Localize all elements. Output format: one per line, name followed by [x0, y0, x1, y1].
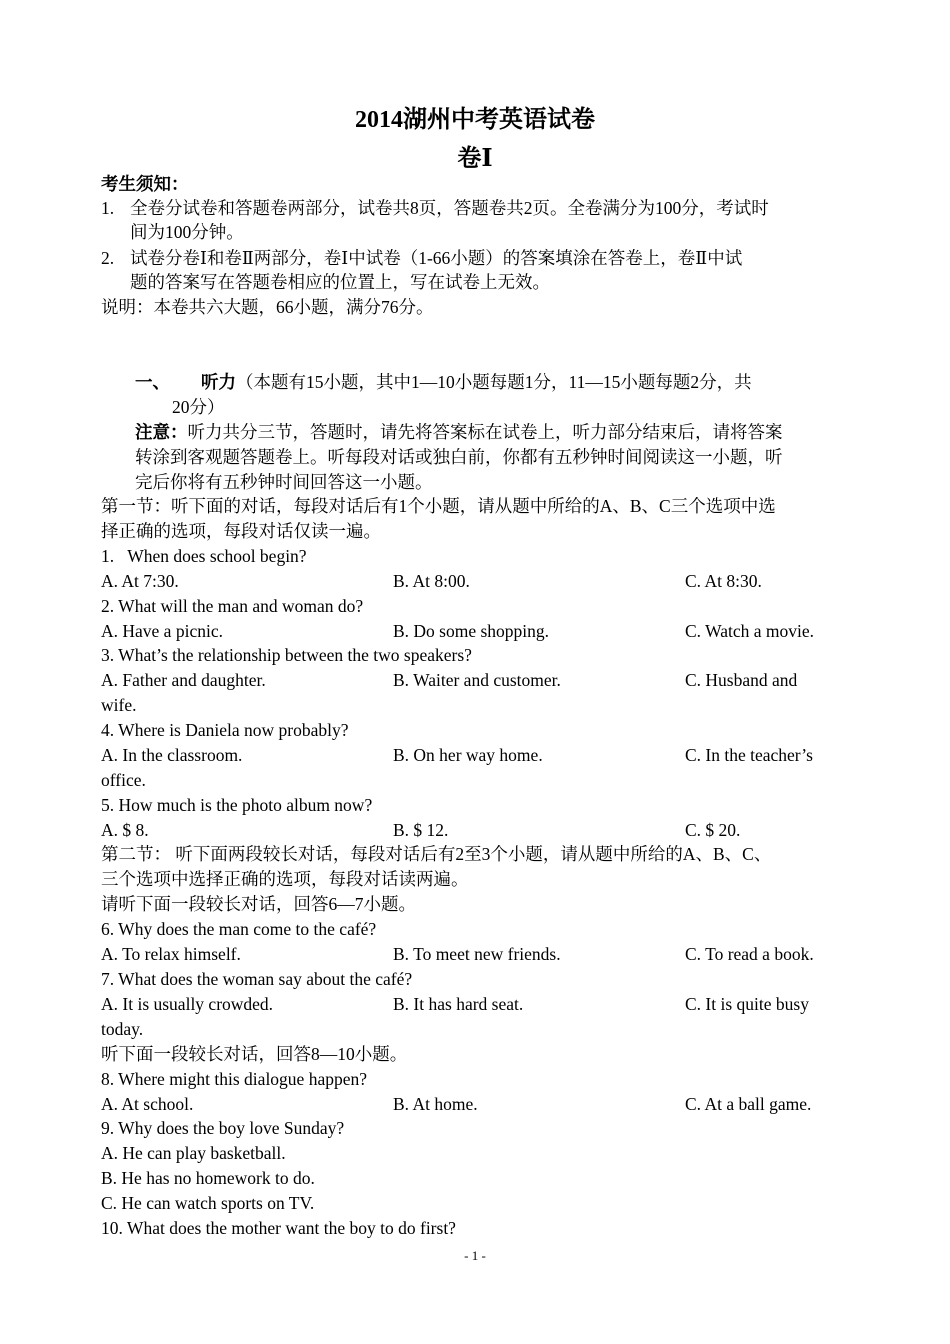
- notice-item-text: 试卷分卷Ⅰ和卷Ⅱ两部分，卷Ⅰ中试卷（1-66小题）的答案填涂在答卷上，卷Ⅱ中试: [130, 248, 743, 268]
- option-b: B. Do some shopping.: [393, 621, 550, 641]
- question-stem: 4. Where is Daniela now probably?: [101, 720, 349, 740]
- page-subtitle: 卷Ⅰ: [457, 146, 493, 172]
- notice-item-text: 题的答案写在答题卷相应的位置上，写在试卷上无效。: [130, 272, 550, 292]
- option-a: A. In the classroom.: [101, 745, 243, 765]
- note-text: 听力共分三节，答题时，请先将答案标在试卷上，听力部分结束后，请将答案: [187, 422, 783, 442]
- part-instruction: 三个选项中选择正确的选项，每段对话读两遍。: [101, 869, 469, 889]
- option-c-wrap: today.: [101, 1019, 144, 1039]
- option-c-wrap: office.: [101, 770, 146, 790]
- dialogue-intro: 请听下面一段较长对话，回答6—7小题。: [101, 894, 416, 914]
- option-b: B. To meet new friends.: [393, 944, 561, 964]
- section-desc: （本题有15小题，其中1—10小题每题1分，11—15小题每题2分，共: [236, 372, 752, 392]
- notice-item-text: 全卷分试卷和答题卷两部分，试卷共8页，答题卷共2页。全卷满分为100分，考试时: [130, 198, 769, 218]
- option-a: A. At 7:30.: [101, 571, 179, 591]
- question-number: 1.: [101, 546, 115, 566]
- option-c: C. At a ball game.: [685, 1094, 812, 1114]
- page-number: - 1 -: [464, 1248, 486, 1263]
- option-c: C. To read a book.: [685, 944, 814, 964]
- option-a: A. At school.: [101, 1094, 194, 1114]
- notice-item-number: 1.: [101, 198, 115, 218]
- option-c: C. He can watch sports on TV.: [101, 1193, 315, 1213]
- section-desc-cont: 20分）: [172, 397, 225, 417]
- dialogue-intro: 听下面一段较长对话，回答8—10小题。: [101, 1044, 408, 1064]
- option-c-wrap: wife.: [101, 695, 137, 715]
- option-b: B. He has no homework to do.: [101, 1168, 315, 1188]
- page-title: 2014湖州中考英语试卷: [355, 107, 595, 133]
- question-stem: 7. What does the woman say about the café?: [101, 969, 413, 989]
- option-c: C. $ 20.: [685, 820, 741, 840]
- option-b: B. At 8:00.: [393, 571, 470, 591]
- notice-item-number: 2.: [101, 248, 115, 268]
- option-a: A. Have a picnic.: [101, 621, 223, 641]
- option-a: A. To relax himself.: [101, 944, 241, 964]
- note-line: 完后你将有五秒钟时间回答这一小题。: [135, 472, 433, 492]
- option-b: B. It has hard seat.: [393, 994, 524, 1014]
- option-b: B. On her way home.: [393, 745, 543, 765]
- question-stem: 6. Why does the man come to the café?: [101, 919, 377, 939]
- option-c: C. Husband and: [685, 670, 798, 690]
- question-stem: 10. What does the mother want the boy to do first?: [101, 1218, 456, 1238]
- section-name: 听力: [201, 372, 236, 392]
- question-stem: 9. Why does the boy love Sunday?: [101, 1118, 345, 1138]
- option-b: B. $ 12.: [393, 820, 449, 840]
- question-stem: 8. Where might this dialogue happen?: [101, 1069, 367, 1089]
- option-b: B. At home.: [393, 1094, 478, 1114]
- option-c: C. Watch a movie.: [685, 621, 815, 641]
- part-instruction: 择正确的选项，每段对话仅读一遍。: [101, 521, 381, 541]
- notice-explanation: 说明：本卷共六大题，66小题，满分76分。: [101, 297, 434, 317]
- note-line: [135, 421, 783, 443]
- part-instruction: 第一节：听下面的对话，每段对话后有1个小题，请从题中所给的A、B、C三个选项中选: [101, 496, 776, 516]
- option-c: C. At 8:30.: [685, 571, 762, 591]
- part-instruction: 第二节： 听下面两段较长对话，每段对话后有2至3个小题，请从题中所给的A、B、C、: [101, 844, 772, 864]
- question-stem: 5. How much is the photo album now?: [101, 795, 373, 815]
- question-stem: [101, 545, 307, 567]
- section-number: 一、: [135, 372, 170, 392]
- option-a: A. $ 8.: [101, 820, 149, 840]
- option-a: A. He can play basketball.: [101, 1143, 286, 1163]
- note-label: 注意：: [135, 422, 188, 442]
- option-b: B. Waiter and customer.: [393, 670, 561, 690]
- question-stem: 3. What’s the relationship between the two speakers?: [101, 645, 472, 665]
- option-c: C. In the teacher’s: [685, 745, 813, 765]
- question-text: When does school begin?: [127, 546, 307, 566]
- option-c: C. It is quite busy: [685, 994, 809, 1014]
- option-a: A. Father and daughter.: [101, 670, 266, 690]
- section-heading: [201, 371, 752, 393]
- note-line: 转涂到客观题答题卷上。听每段对话或独白前，你都有五秒钟时间阅读这一小题，听: [135, 447, 783, 467]
- option-a: A. It is usually crowded.: [101, 994, 274, 1014]
- notice-heading: 考生须知：: [101, 174, 189, 194]
- question-stem: 2. What will the man and woman do?: [101, 596, 364, 616]
- notice-item-text: 间为100分钟。: [130, 222, 244, 242]
